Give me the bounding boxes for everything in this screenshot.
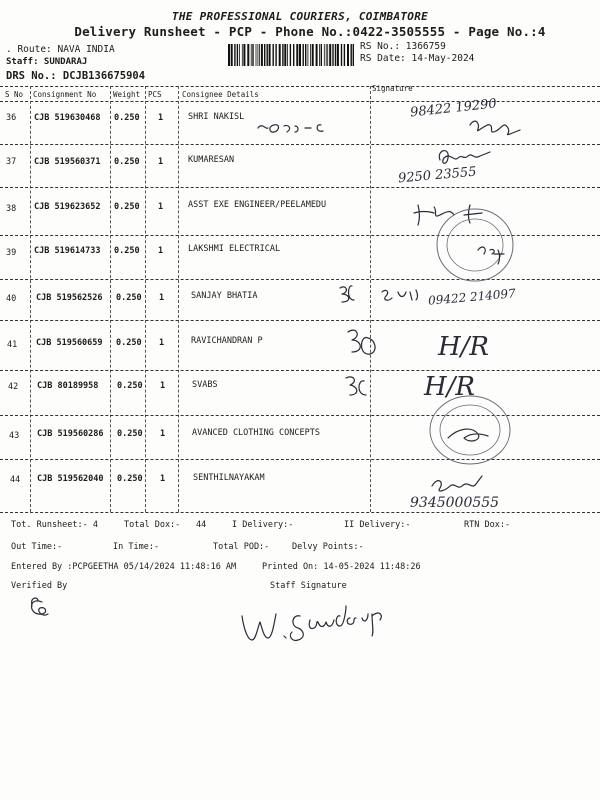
barcode-bar: [335, 44, 336, 66]
signature-scribble-40: [382, 290, 418, 300]
drs-number: DRS No.: DCJB136675904: [6, 70, 146, 82]
row-consignee: SHRI NAKISL: [188, 112, 245, 122]
in-time-label: In Time:-: [113, 542, 160, 552]
row-pcs: 1: [158, 157, 164, 167]
row-consignment: CJB 519562040: [37, 474, 104, 484]
barcode-bar: [243, 44, 245, 66]
col-weight: Weight: [113, 90, 141, 99]
barcode-bar: [305, 44, 306, 66]
barcode-bar: [337, 44, 339, 66]
row-rule: [0, 235, 600, 236]
barcode-bar: [312, 44, 314, 66]
barcode-bar: [293, 44, 294, 66]
row-rule: [0, 187, 600, 188]
barcode: [228, 44, 354, 66]
row-sno: 40: [6, 294, 17, 304]
row-weight: 0.250: [116, 293, 142, 303]
handwritten-note-37: 9250 23555: [397, 164, 478, 187]
row-sno: 42: [8, 382, 19, 392]
col-divider: [30, 86, 31, 512]
row-rule: [0, 459, 600, 460]
total-dox-label: Total Dox:-: [124, 520, 181, 530]
row-rule: [0, 144, 600, 145]
row-rule: [0, 415, 600, 416]
barcode-bar: [251, 44, 252, 66]
row-consignment: CJB 519623652: [34, 202, 101, 212]
route-label: . Route: NAVA INDIA: [6, 44, 115, 55]
barcode-bar: [326, 44, 327, 66]
handwritten-note-36: 98422 19290: [409, 96, 498, 121]
barcode-bar: [332, 44, 333, 66]
row-consignment: CJB 519614733: [34, 246, 101, 256]
barcode-bar: [284, 44, 286, 66]
staff-signature-label: Staff Signature: [270, 581, 347, 591]
col-pcs: PCS: [148, 90, 162, 99]
table-top-rule: [0, 86, 600, 87]
runsheet-title: Delivery Runsheet - PCP - Phone No.:0422-3505555 - Page No.:4: [74, 24, 546, 39]
signature-scribble-43: [448, 429, 488, 441]
row-weight: 0.250: [116, 338, 142, 348]
barcode-bar: [252, 44, 253, 66]
barcode-bar: [341, 44, 342, 66]
col-divider: [110, 86, 111, 512]
entered-by: Entered By :PCPGEETHA 05/14/2024 11:48:16 AM: [11, 562, 237, 572]
company-name: THE PROFESSIONAL COURIERS, COIMBATORE: [171, 10, 429, 23]
barcode-bar: [353, 44, 354, 66]
barcode-bar: [279, 44, 281, 66]
barcode-bar: [319, 44, 320, 66]
signature-mark-42: [346, 377, 366, 395]
handwritten-note-40: 09422 214097: [427, 286, 517, 308]
total-dox-value: 44: [196, 520, 207, 530]
barcode-bar: [267, 44, 268, 66]
row-sno: 36: [6, 113, 17, 123]
row-consignee: SVABS: [192, 380, 218, 390]
row-sno: 37: [6, 157, 17, 167]
barcode-bar: [290, 44, 291, 66]
row-weight: 0.250: [117, 381, 143, 391]
row-weight: 0.250: [114, 202, 140, 212]
verified-by-signature: [32, 598, 49, 615]
row-rule: [0, 320, 600, 321]
row-consignment: CJB 80189958: [37, 381, 99, 391]
handwritten-note-44: 9345000555: [410, 495, 500, 511]
barcode-bar: [344, 44, 345, 66]
signature-mark-41: [348, 330, 375, 354]
barcode-bar: [258, 44, 259, 66]
barcode-bar: [324, 44, 325, 66]
row-consignee: SANJAY BHATIA: [191, 291, 258, 301]
row-consignment: CJB 519562526: [36, 293, 103, 303]
barcode-bar: [310, 44, 311, 66]
row-pcs: 1: [158, 246, 164, 256]
row-sno: 41: [7, 340, 18, 350]
row-pcs: 1: [159, 293, 165, 303]
barcode-bar: [308, 44, 309, 66]
barcode-bar: [351, 44, 352, 66]
row-consignment: CJB 519560286: [37, 429, 104, 439]
staff-label: Staff: SUNDARAJ: [6, 57, 88, 67]
handwritten-note-42: H/R: [424, 372, 476, 402]
table-header-rule: [0, 101, 600, 102]
row-weight: 0.250: [114, 157, 140, 167]
barcode-bar: [287, 44, 288, 66]
barcode-bar: [242, 44, 243, 66]
tot-runsheet: Tot. Runsheet:- 4: [11, 520, 98, 530]
row-pcs: 1: [158, 202, 164, 212]
verified-by-label: Verified By: [11, 581, 68, 591]
row-sno: 39: [6, 248, 17, 258]
row-weight: 0.250: [117, 429, 143, 439]
barcode-bar: [231, 44, 233, 66]
barcode-bar: [299, 44, 301, 66]
row-consignment: CJB 519560659: [36, 338, 103, 348]
printed-on: Printed On: 14-05-2024 11:48:26: [262, 562, 421, 572]
out-time-label: Out Time:-: [11, 542, 63, 552]
signature-scribble-37: [439, 151, 490, 164]
barcode-bar: [237, 44, 238, 66]
barcode-bar: [329, 44, 331, 66]
barcode-bar: [261, 44, 263, 66]
barcode-bar: [296, 44, 298, 66]
col-sno: S No: [5, 90, 24, 99]
barcode-bar: [247, 44, 249, 66]
clothing-stamp: [430, 396, 510, 464]
handwritten-note-41: H/R: [438, 332, 490, 362]
barcode-bar: [269, 44, 271, 66]
row-pcs: 1: [160, 474, 166, 484]
row-weight: 0.250: [114, 113, 140, 123]
rs-number: RS No.: 1366759: [360, 41, 446, 52]
barcode-bar: [273, 44, 274, 66]
handwritten-mark-36: [258, 125, 323, 132]
col-divider: [370, 86, 371, 512]
signature-scribble-44: [432, 476, 482, 491]
row-pcs: 1: [160, 429, 166, 439]
barcode-bar: [259, 44, 260, 66]
row-rule: [0, 370, 600, 371]
row-consignee: KUMARESAN: [188, 155, 235, 165]
signature-mark-40: [340, 286, 354, 302]
row-consignment: CJB 519630468: [34, 113, 101, 123]
signature-scribble-36: [470, 121, 520, 134]
row-sno: 43: [9, 431, 20, 441]
barcode-bar: [321, 44, 322, 66]
barcode-bar: [327, 44, 328, 66]
barcode-bar: [347, 44, 349, 66]
row-consignee: AVANCED CLOTHING CONCEPTS: [192, 428, 320, 438]
barcode-bar: [234, 44, 235, 66]
total-pod-label: Total POD:-: [213, 542, 270, 552]
col-divider: [145, 86, 146, 512]
staff-signature: [242, 606, 381, 640]
row-pcs: 1: [160, 381, 166, 391]
ii-delivery-label: II Delivery:-: [344, 520, 411, 530]
signature-scribble-38: [414, 205, 482, 225]
col-divider: [178, 86, 179, 512]
row-consignment: CJB 519560371: [34, 157, 101, 167]
delvy-points-label: Delvy Points:-: [292, 542, 364, 552]
barcode-bar: [282, 44, 283, 66]
delivery-stamp: [437, 209, 513, 281]
barcode-bar: [275, 44, 276, 66]
rtn-dox-label: RTN Dox:-: [464, 520, 511, 530]
barcode-bar: [228, 44, 230, 66]
barcode-bar: [303, 44, 304, 66]
row-weight: 0.250: [117, 474, 143, 484]
row-pcs: 1: [159, 338, 165, 348]
barcode-bar: [239, 44, 240, 66]
row-sno: 38: [6, 204, 17, 214]
table-bottom-rule: [0, 512, 600, 513]
rs-date: RS Date: 14-May-2024: [360, 53, 475, 64]
barcode-bar: [264, 44, 265, 66]
barcode-bar: [316, 44, 318, 66]
i-delivery-label: I Delivery:-: [232, 520, 294, 530]
row-consignee: ASST EXE ENGINEER/PEELAMEDU: [188, 200, 327, 210]
row-sno: 44: [10, 475, 21, 485]
row-weight: 0.250: [114, 246, 140, 256]
row-consignee: RAVICHANDRAN P: [191, 336, 263, 346]
row-rule: [0, 279, 600, 280]
row-consignee: LAKSHMI ELECTRICAL: [188, 244, 281, 254]
signature-scribble-39: [478, 247, 504, 264]
col-consignee: Consignee Details: [182, 90, 259, 99]
col-signature: Signature: [372, 84, 413, 93]
col-consignment: Consignment No: [33, 90, 97, 99]
barcode-bar: [256, 44, 257, 66]
row-pcs: 1: [158, 113, 164, 123]
row-consignee: SENTHILNAYAKAM: [193, 473, 265, 483]
